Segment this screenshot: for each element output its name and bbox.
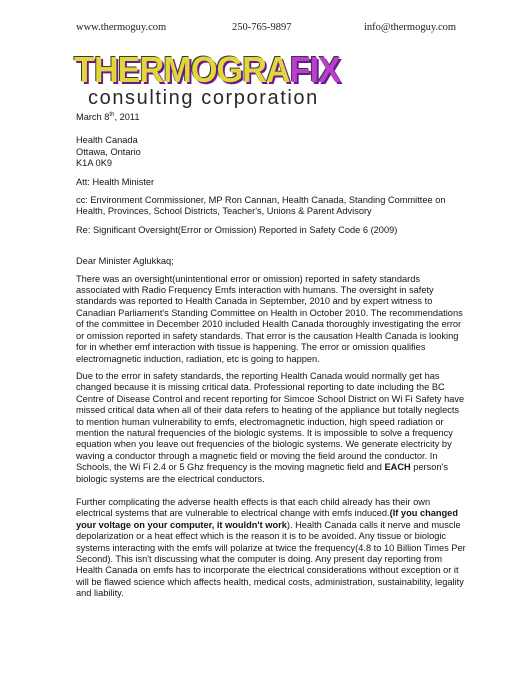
subject-line: Re: Significant Oversight(Error or Omission) Reported in Safety Code 6 (2009) xyxy=(76,224,398,235)
logo-wordmark xyxy=(74,49,341,90)
date-year: , 2011 xyxy=(114,112,140,122)
address-line: Ottawa, Ontario xyxy=(76,146,141,157)
salutation: Dear Minister Aglukkaq; xyxy=(76,256,174,267)
body-paragraph-2 xyxy=(76,371,466,485)
address-line: Health Canada xyxy=(76,135,138,146)
date-prefix: March 8 xyxy=(76,112,110,122)
phone-text: 250-765-9897 xyxy=(232,22,292,33)
attention-line: Att: Health Minister xyxy=(76,176,155,187)
body-paragraph-3 xyxy=(76,497,466,600)
paragraph-text: person's biologic systems are the electrical conductors. xyxy=(76,462,448,484)
logo-wordmark-accent: FIX xyxy=(289,49,341,90)
body-paragraph-1: There was an oversight(unintentional error or omission) reported in safety standards associated with Radio Frequency Emfs interaction with humans. The oversight in safety standards was reported to Health Canada in September, 2010 and by expert witness to Canadian Parliament's Standing Committee on Health in October 2010. The recommendations of the committee in December 2010 included Health Canada thoroughly investigating the error or omission reported in safety standards. That error is the causation Health Canada is looking for in whether emf interaction with tissue is happening. The error or omission qualifies electromagnetic induction, radiation, etc is going to happen. xyxy=(76,273,463,364)
logo-wordmark-main: THERMOGRA xyxy=(74,49,290,90)
paragraph-emphasis: EACH xyxy=(384,462,411,473)
paragraph-text: Due to the error in safety standards, the reporting Health Canada would normally get has changed because it is missing critical data. Professional reporting to date including the BC Centre of Disease Control and recent reporting for Simcoe School District on Wi Fi Safety have missed critical data when all of their data refers to heating of the appliance but totally neglects to mention human vulnerability to emfs, electromagnetic induction, high speed radiation or mention the natural frequencies of the biologic systems. It is impossible to solve a frequency equation when you leave out frequencies of the biologic systems. We generate electricity by waving a conductor through a magnetic field or moving the field around the conductor. In Schools, the Wi Fi 2.4 or 5 Ghz frequency is the moving magnetic field and xyxy=(76,370,465,473)
letter-date xyxy=(76,112,466,123)
letter-body xyxy=(76,112,466,606)
cc-line: cc: Environment Commissioner, MP Ron Cannan, Health Canada, Standing Committee on Health, Provinces, School Districts, Teacher's, Unions & Parent Advisory xyxy=(76,195,446,217)
paragraph-text: ). Health Canada calls it nerve and muscle depolarization or a heat effect which is the reason it is to be avoided. Any tissue or biologic systems interacting with the emfs will polarize at twice the frequency(4.8 to 10 Billion Times Per Second). This isn't discussing what the computer is doing. Any present day reporting from Health Canada on emfs has to incorporate the electrical considerations without exception or it will be flawed science which affects health, medical costs, administration, sustainability, legality and liability. xyxy=(76,519,466,599)
paragraph-emphasis: (If you changed your voltage on your computer, it wouldn't work xyxy=(76,508,458,530)
date-suffix: th xyxy=(109,111,115,118)
recipient-address xyxy=(76,135,466,169)
company-logo xyxy=(74,49,414,114)
website-text: www.thermoguy.com xyxy=(76,22,167,33)
paragraph-text: Further complicating the adverse health effects is that each child already has their own electrical systems that are vulnerable to electrical change with emfs induced. xyxy=(76,496,431,519)
logo-tagline: consulting corporation xyxy=(88,87,319,109)
email-text: info@thermoguy.com xyxy=(364,22,457,33)
address-line: K1A 0K9 xyxy=(76,158,113,169)
